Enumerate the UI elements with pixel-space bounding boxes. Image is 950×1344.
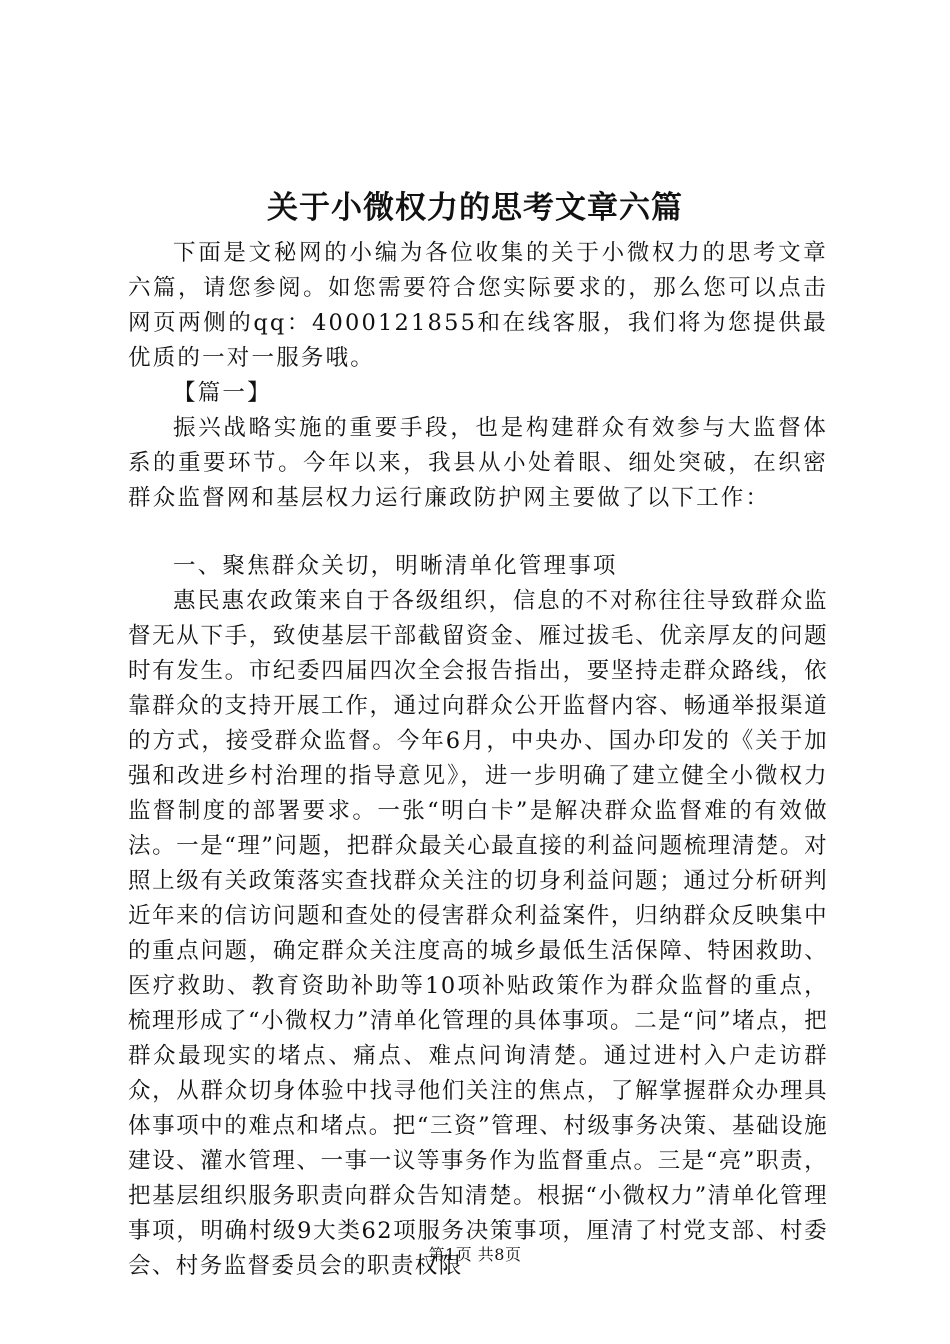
paragraph-gap xyxy=(128,516,828,549)
section-heading-1: 一、聚焦群众关切，明晰清单化管理事项 xyxy=(173,553,618,579)
document-body xyxy=(128,236,828,1284)
body-paragraph-2: 惠民惠农政策来自于各级组织，信息的不对称往往导致群众监督无从下手，致使基层干部截留资金、雁过拔毛、优亲厚友的问题时有发生。市纪委四届四次全会报告指出，要坚持走群众路线，依靠群众的支持开展工作，通过向群众公开监督内容、畅通举报渠道的方式，接受群众监督。今年6月，中央办、国办印发的《关于加强和改进乡村治理的指导意见》，进一步明确了建立健全小微权力监督制度的部署要求。一张“明白卡”是解决群众监督难的有效做法。一是“理”问题，把群众最关心最直接的利益问题梳理清楚。对照上级有关政策落实查找群众关注的切身利益问题；通过分析研判近年来的信访问题和查处的侵害群众利益案件，归纳群众反映集中的重点问题，确定群众关注度高的城乡最低生活保障、特困救助、医疗救助、教育资助补助等10项补贴政策作为群众监督的重点，梳理形成了“小微权力”清单化管理的具体事项。二是“问”堵点，把群众最现实的堵点、痛点、难点问询清楚。通过进村入户走访群众，从群众切身体验中找寻他们关注的焦点，了解掌握群众办理具体事项中的难点和堵点。把“三资”管理、村级事务决策、基础设施建设、灌水管理、一事一议等事务作为监督重点。三是“亮”职责，把基层组织服务职责向群众告知清楚。根据“小微权力”清单化管理事项，明确村级9大类62项服务决策事项，厘清了村党支部、村委会、村务监督委员会的职责权限 xyxy=(128,588,828,1279)
page-number-footer: 第1页 共8页 xyxy=(428,1245,522,1264)
section-label: 【篇一】 xyxy=(173,380,272,406)
body-paragraph-1: 振兴战略实施的重要手段，也是构建群众有效参与大监督体系的重要环节。今年以来，我县从小处着眼、细处突破，在织密群众监督网和基层权力运行廉政防护网主要做了以下工作： xyxy=(128,415,828,511)
intro-paragraph: 下面是文秘网的小编为各位收集的关于小微权力的思考文章六篇，请您参阅。如您需要符合您实际要求的，那么您可以点击网页两侧的qq：4000121855和在线客服，我们将为您提供最优质的一对一服务哦。 xyxy=(128,240,828,371)
document-title: 关于小微权力的思考文章六篇 xyxy=(267,190,683,226)
